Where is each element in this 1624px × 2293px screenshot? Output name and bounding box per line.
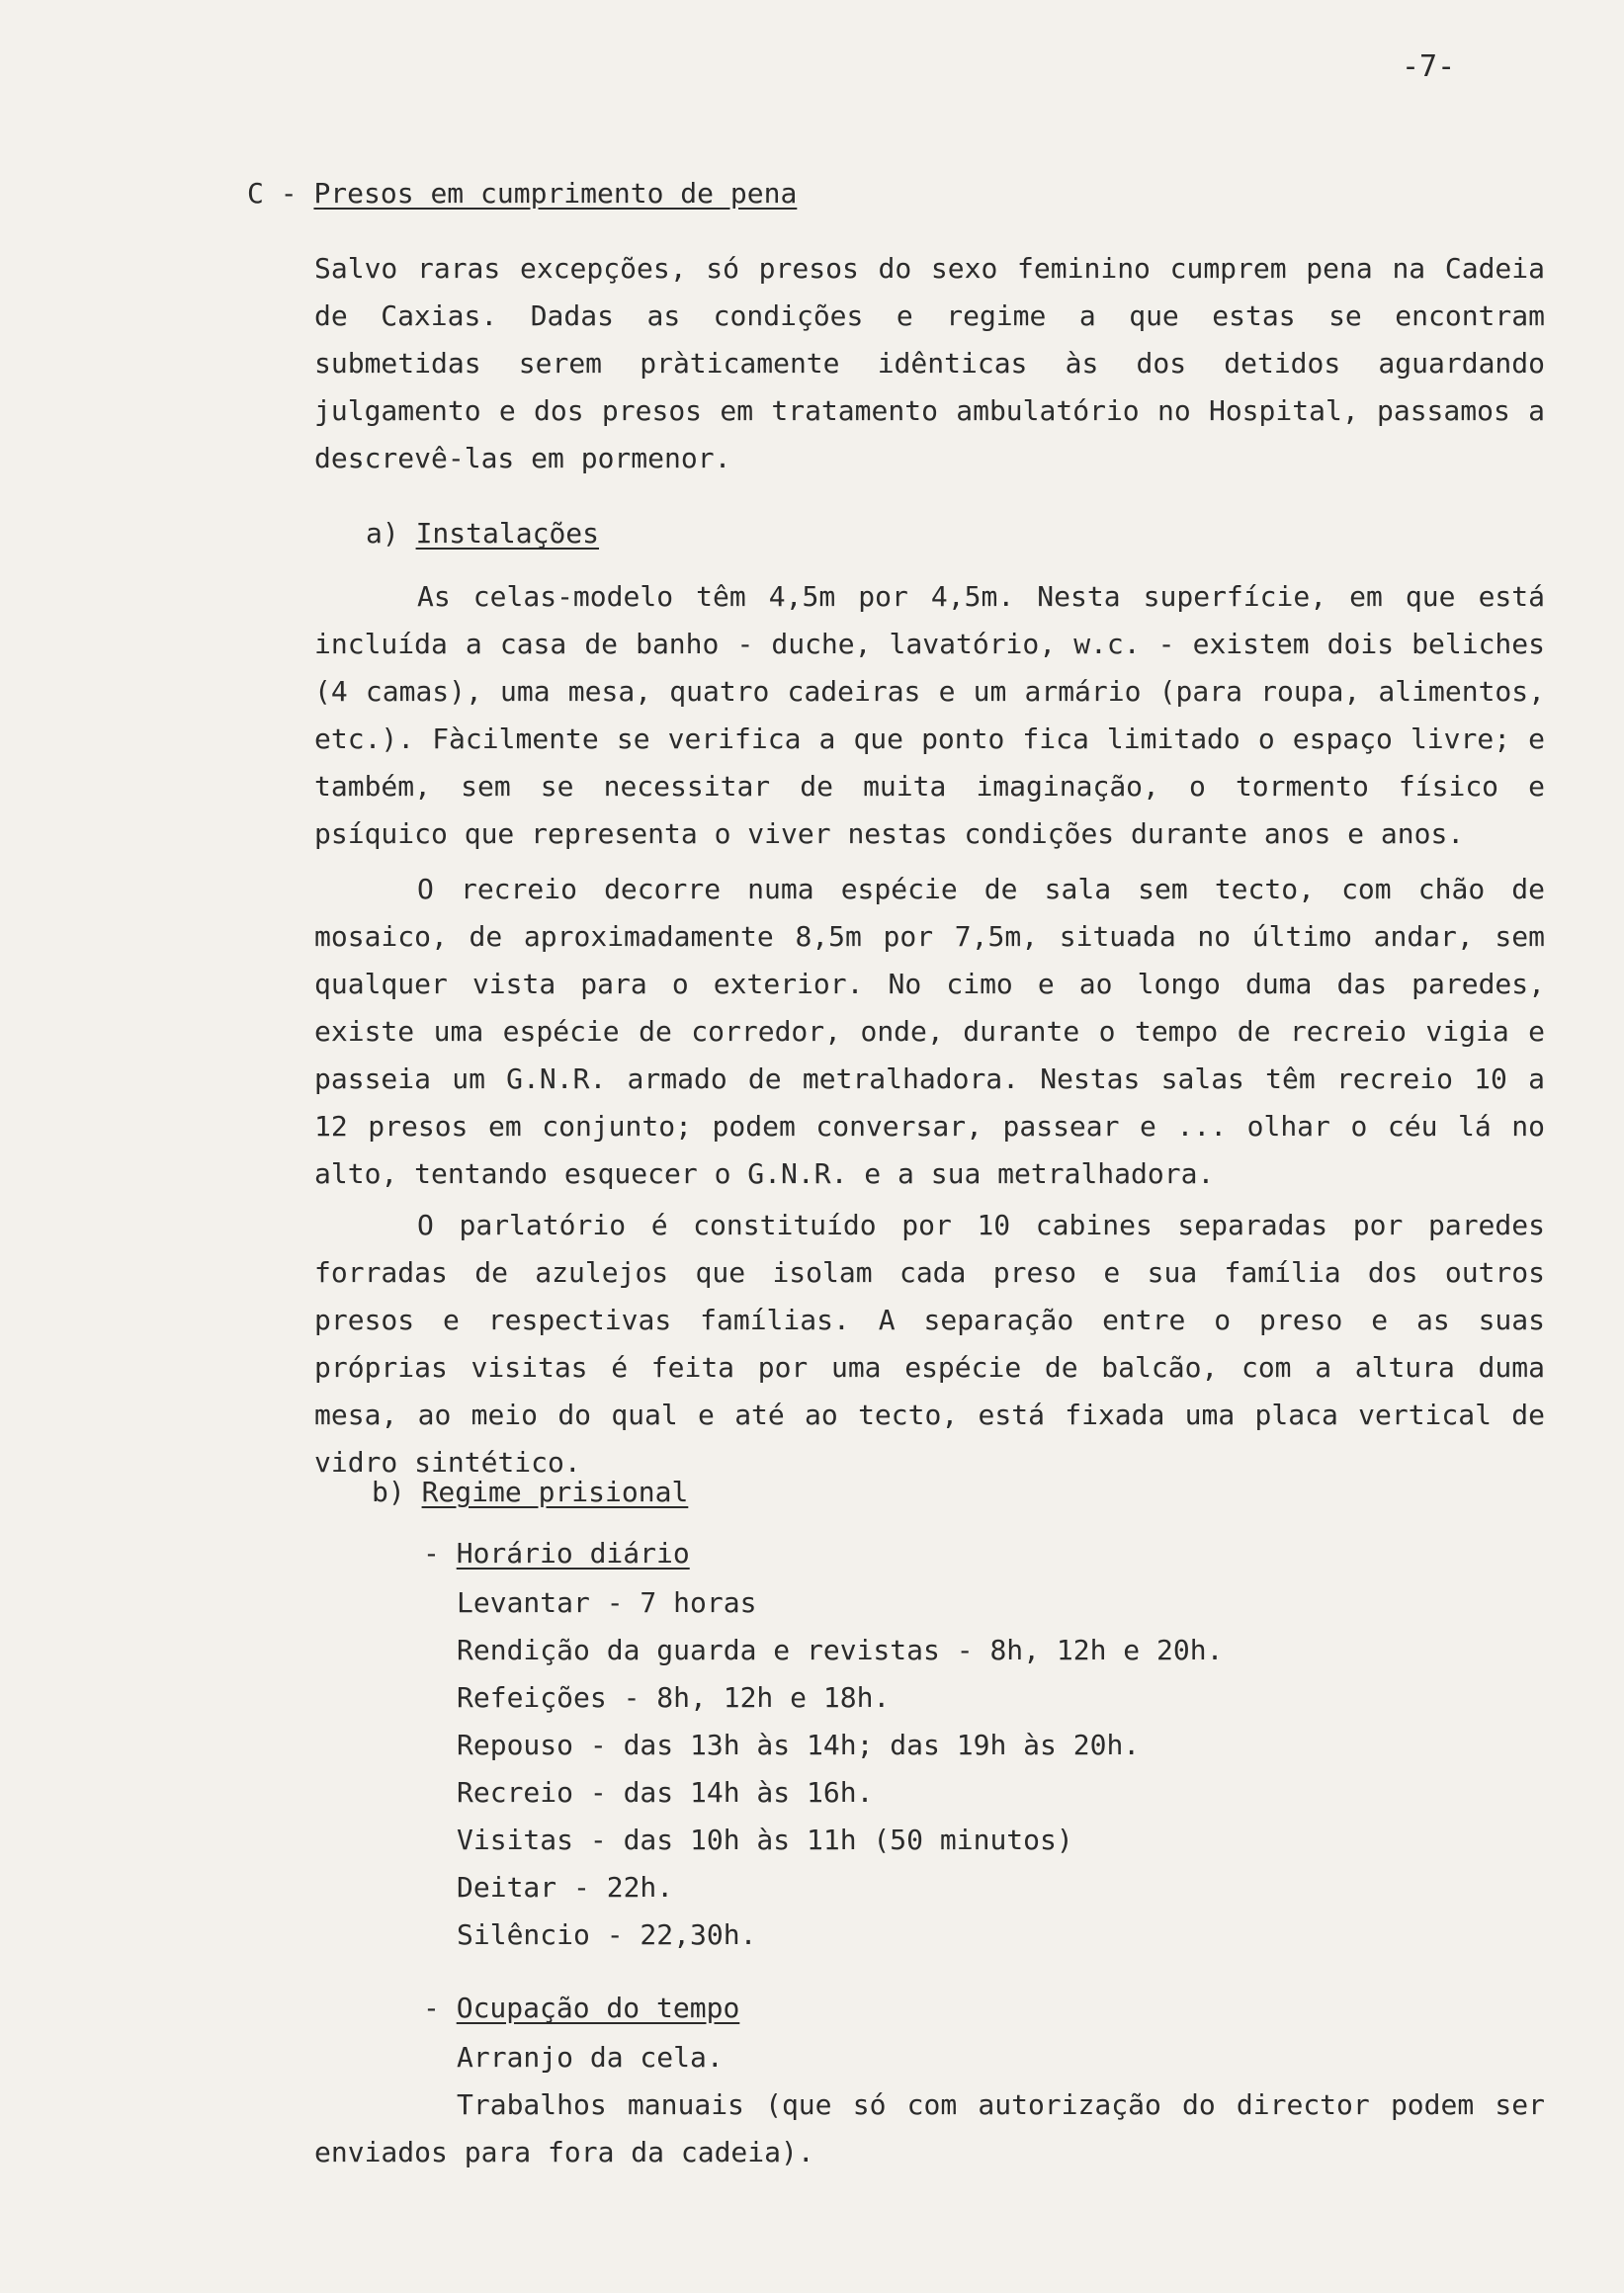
schedule-dash: - [423,1537,440,1570]
subsection-a-label: a) [366,517,399,550]
occupation-dash: - [423,1992,440,2024]
occupation-title: Ocupação do tempo [456,1992,740,2024]
occupation-heading [423,1985,739,2032]
occupation-item: Arranjo da cela. [457,2041,724,2074]
section-intro: Salvo raras excepções, só presos do sexo feminino cumprem pena na Cadeia de Caxias. Dadas as condições e regime a que estas se encontram submetidas serem pràticamente idênticas às dos detidos aguardando julgamento e dos presos em tratamento ambulatório no Hospital, passamos a descrevê-las em pormenor. [314,252,1545,474]
schedule-item: Rendição da guarda e revistas - 8h, 12h e 20h. [457,1634,1224,1666]
subsection-a-heading [366,510,599,557]
subsection-b-heading [372,1469,688,1516]
schedule-title: Horário diário [456,1537,690,1570]
schedule-item: Deitar - 22h. [457,1871,674,1904]
subsection-a-title: Instalações [415,517,600,550]
section-letter: C [247,177,264,210]
schedule-item: Refeições - 8h, 12h e 18h. [457,1681,891,1714]
installations-paragraph-3: O parlatório é constituído por 10 cabines separadas por paredes forradas de azulejos que isolam cada preso e sua família dos outros presos e respectivas famílias. A separação entre o preso e as suas próprias visitas é feita por uma espécie de balcão, com a altura duma mesa, ao meio do qual e até ao tecto, está fixada uma placa vertical de vidro sintético. [314,1209,1545,1479]
section-title: Presos em cumprimento de pena [313,177,798,210]
schedule-item: Recreio - das 14h às 16h. [457,1776,874,1809]
installations-paragraph-2: O recreio decorre numa espécie de sala sem tecto, com chão de mosaico, de aproximadamente 8,5m por 7,5m, situada no último andar, sem qualquer vista para o exterior. No cimo e ao longo duma das paredes, existe uma espécie de corredor, onde, durante o tempo de recreio vigia e passeia um G.N.R. armado de metralhadora. Nestas salas têm recreio 10 a 12 presos em conjunto; podem conversar, passear e ... olhar o céu lá no alto, tentando esquecer o G.N.R. e a sua metralhadora. [314,873,1545,1190]
schedule-item: Levantar - 7 horas [457,1586,757,1619]
section-heading [247,170,797,217]
installations-paragraph-1: As celas-modelo têm 4,5m por 4,5m. Nesta superfície, em que está incluída a casa de banho - duche, lavatório, w.c. - existem dois beliches (4 camas), uma mesa, quatro cadeiras e um armário (para roupa, alimentos, etc.). Fàcilmente se verifica a que ponto fica limitado o espaço livre; e também, sem se necessitar de muita imaginação, o tormento físico e psíquico que representa o viver nestas condições durante anos e anos. [314,580,1545,850]
page-number: -7- [1402,49,1456,84]
schedule-item: Visitas - das 10h às 11h (50 minutos) [457,1824,1073,1856]
schedule-item: Repouso - das 13h às 14h; das 19h às 20h. [457,1729,1141,1761]
subsection-b-label: b) [372,1476,405,1508]
subsection-b-title: Regime prisional [421,1476,689,1508]
occupation-item: Trabalhos manuais (que só com autorização do director podem ser enviados para fora da cadeia). [314,2088,1545,2168]
schedule-item: Silêncio - 22,30h. [457,1918,757,1951]
schedule-heading [423,1530,690,1577]
section-dash: - [280,177,298,210]
